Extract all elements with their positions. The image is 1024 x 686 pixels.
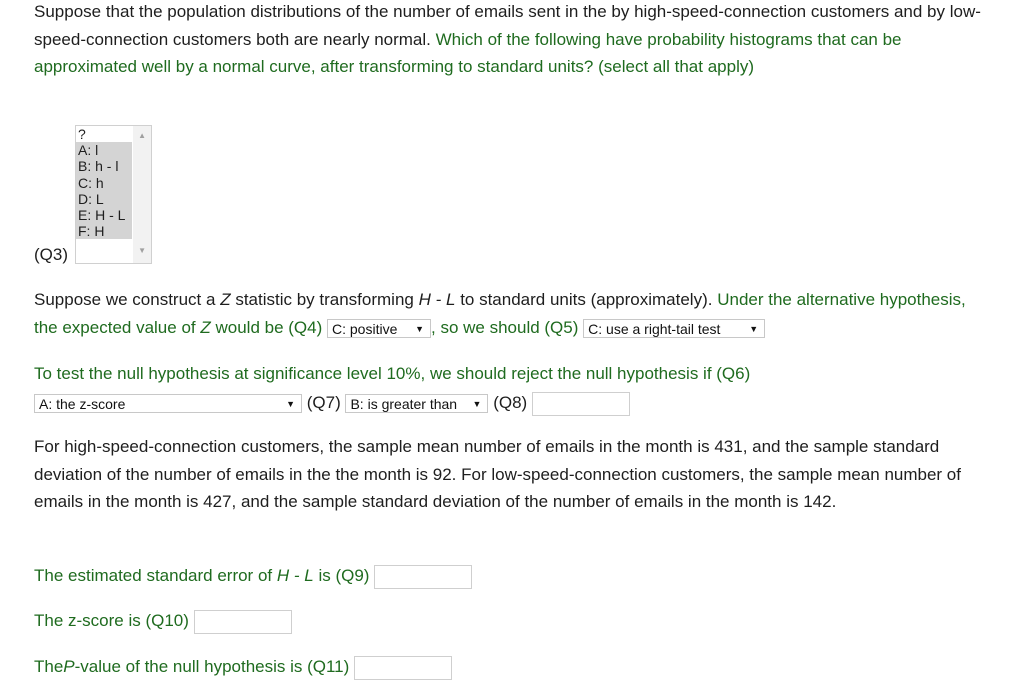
test-question: To test the null hypothesis at significance level 10%, we should reject the null hypothesis if (Q6) (34, 364, 751, 383)
q5-value: C: use a right-tail test (588, 320, 721, 337)
listbox-option[interactable]: E: H - L (76, 207, 132, 223)
q6-select[interactable] (34, 394, 302, 413)
intro-question: Which of the following have probability histograms that can be approximated well by a normal curve, after transforming to standard units? (select all that apply) (34, 29, 902, 76)
q9-input[interactable] (374, 565, 472, 589)
listbox-option[interactable]: F: H (76, 223, 132, 239)
q4-value: C: positive (332, 320, 398, 337)
z-text-3: to standard units (approximately). (460, 290, 713, 309)
z-text-2: statistic by transforming (235, 290, 414, 309)
q3-listbox[interactable] (75, 125, 152, 264)
listbox-option[interactable]: C: h (76, 175, 132, 191)
q10-input[interactable] (194, 610, 292, 634)
caret-down-icon: ▼ (415, 323, 424, 334)
listbox-option[interactable]: ? (78, 126, 86, 142)
q7-select[interactable] (345, 394, 488, 413)
q6-row (34, 389, 630, 417)
listbox-option[interactable]: A: l (76, 142, 132, 158)
q10-row (34, 607, 292, 635)
intro-paragraph (34, 0, 984, 81)
listbox-option[interactable]: B: h - l (76, 158, 132, 174)
caret-down-icon: ▼ (286, 399, 295, 410)
q5-select[interactable] (583, 319, 765, 338)
q8-input[interactable] (532, 392, 630, 416)
q6-value: A: the z-score (39, 396, 126, 413)
intro-text: Suppose that the population distributions of the number of emails sent in the by high-speed-connection customers and by low-speed-connection customers both are nearly normal. (34, 2, 981, 49)
q11-input[interactable] (354, 656, 452, 680)
scroll-down-icon[interactable]: ▼ (138, 245, 146, 255)
z-question-1: Under the alternative hypothesis, the expected value of (34, 290, 966, 337)
p-symbol: P (63, 657, 75, 676)
listbox-option[interactable]: D: L (76, 191, 132, 207)
q11-text: The (34, 657, 64, 676)
q7-label: (Q7) (306, 393, 341, 412)
q8-label: (Q8) (493, 393, 528, 412)
q7-value: B: is greater than (350, 396, 458, 413)
listbox-scrollbar[interactable] (133, 126, 151, 263)
h-minus-l-symbol: H - L (276, 566, 314, 585)
q4-select[interactable] (327, 319, 431, 338)
z-symbol: Z (200, 317, 211, 337)
z-statistic-paragraph (34, 286, 984, 341)
q11-label: -value of the null hypothesis is (Q11) (74, 657, 350, 676)
scroll-up-icon[interactable]: ▲ (138, 131, 146, 140)
h-minus-l-symbol: H - L (418, 290, 456, 309)
q10-label: The z-score is (Q10) (34, 611, 189, 630)
sample-paragraph: For high-speed-connection customers, the sample mean number of emails in the month is 431, and the sample standard deviation of the number of emails in the the month is 92. For low-speed-connection customers, the sample mean number of emails in the month is 427, and the sample standard deviation of the number of emails in the month is 142. (34, 437, 961, 511)
q9-row (34, 562, 472, 590)
q3-label: (Q3) (34, 245, 68, 264)
q11-row (34, 653, 452, 681)
z-text-1: Suppose we construct a (34, 290, 216, 309)
caret-down-icon: ▼ (749, 323, 759, 334)
q9-label: is (Q9) (318, 566, 370, 585)
z-symbol: Z (220, 290, 231, 309)
caret-down-icon: ▼ (472, 399, 482, 410)
q9-text: The estimated standard error of (34, 566, 273, 585)
z-question-3: , so we should (Q5) (431, 317, 579, 337)
z-question-2: would be (Q4) (215, 317, 323, 337)
